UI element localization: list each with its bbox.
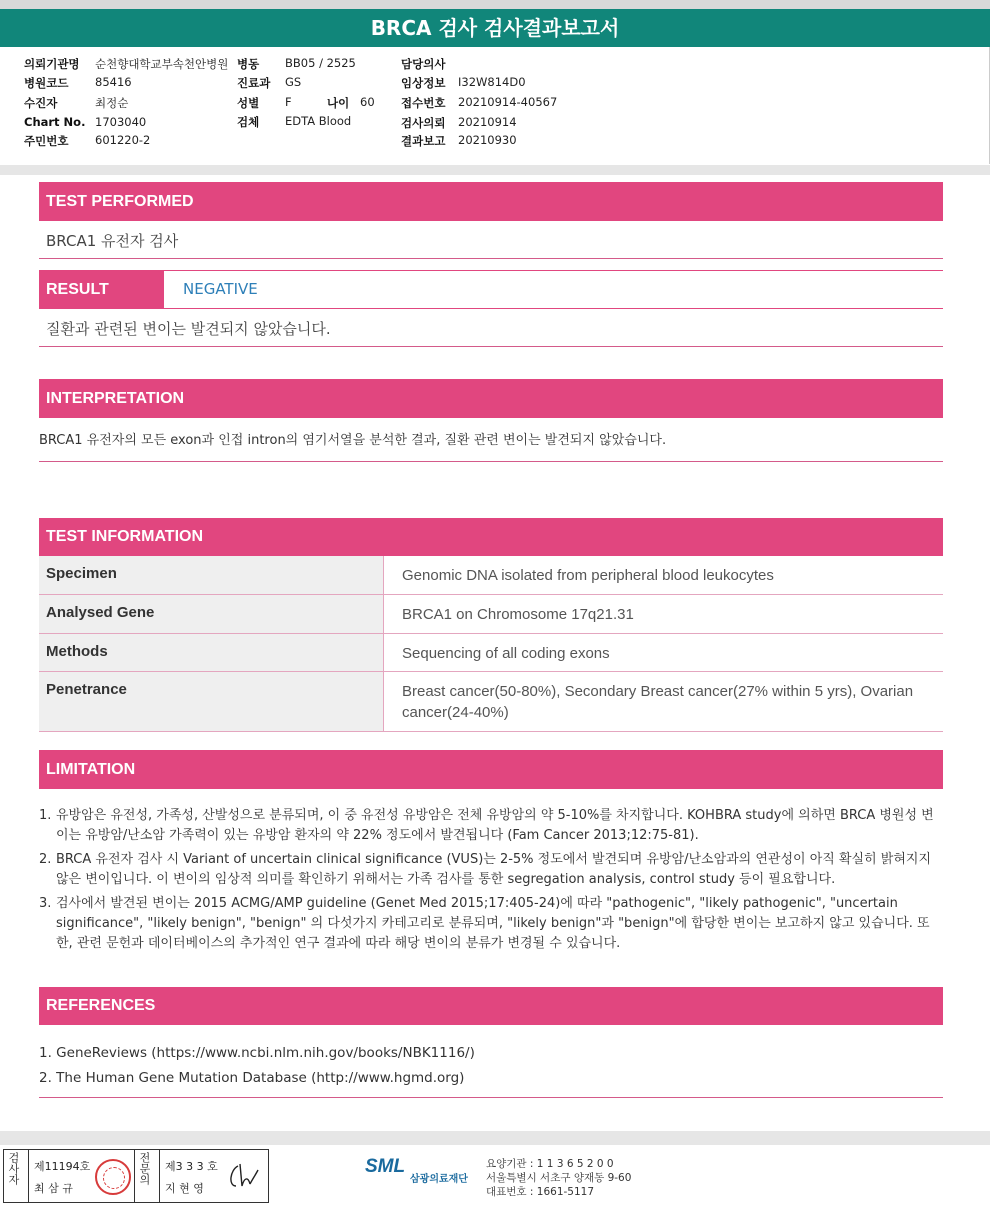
list-item (39, 894, 943, 954)
org-logo (365, 1156, 468, 1185)
reference-item: 1. GeneReviews (https://www.ncbi.nlm.nih.gov/books/NBK1116/) (39, 1045, 475, 1061)
department-label: 진료과 (237, 76, 271, 90)
table-row (39, 595, 943, 634)
specialist-label: 전문의 (138, 1152, 151, 1185)
accession-no-label: 접수번호 (401, 96, 446, 110)
test-info-heading: TEST INFORMATION (39, 518, 943, 556)
list-item-text: BRCA 유전자 검사 시 Variant of uncertain clinical significance (VUS)는 2-5% 정도에서 발견되며 유방암/난소암과의 연관성이 아직 확실히 밝혀지지 않은 변이입니다. 이 변이의 임상적 의미를 확인하기 위해서는 가족 검사를 통한 segregation analysis, control study 등이 필요합니다. (56, 852, 932, 887)
result-heading: RESULT (39, 270, 943, 309)
divider (39, 1097, 943, 1098)
clinical-info-label: 임상정보 (401, 76, 446, 90)
signature-icon (224, 1160, 260, 1194)
result-description: 질환과 관련된 변이는 발견되지 않았습니다. (46, 320, 331, 338)
ward-label: 병동 (237, 57, 260, 71)
divider (39, 346, 943, 347)
table-row (39, 556, 943, 595)
sex-label: 성별 (237, 96, 260, 110)
list-item-text: 유방암은 유전성, 가족성, 산발성으로 분류되며, 이 중 유전성 유방암은 전체 유방암의 약 5-10%를 차지합니다. KOHBRA study에 의하면 BRCA 병원성 변이는 유방암/난소암 가족력이 있는 유방암 환자의 약 22% 정도에서 발견됩니다 (Fam Cancer 2013;12:75-81). (56, 808, 934, 843)
top-strip (0, 0, 990, 9)
header-divider (0, 165, 990, 175)
analysed-gene-label: Analysed Gene (39, 595, 384, 633)
hospital-name-value: 순천향대학교부속천안병원 (95, 57, 229, 71)
ward-value: BB05 / 2525 (285, 56, 356, 70)
specialist-label-cell (135, 1150, 160, 1202)
references-heading: REFERENCES (39, 987, 943, 1025)
chart-no-value: 1703040 (95, 115, 147, 129)
examiner-label: 검사자 (7, 1152, 20, 1185)
department-value: GS (285, 75, 302, 89)
methods-label: Methods (39, 634, 384, 671)
org-info (486, 1157, 631, 1199)
specialist-cell (160, 1150, 269, 1202)
org-logo-text: SML (365, 1156, 406, 1177)
resident-no-label: 주민번호 (24, 134, 69, 148)
patient-name-value: 최정순 (95, 96, 129, 110)
list-item-number: 3. (39, 896, 52, 911)
report-title: BRCA 검사 검사결과보고서 (0, 9, 990, 47)
limitation-list (39, 806, 943, 958)
examiner-cell (29, 1150, 135, 1202)
org-address: 서울특별시 서초구 양재동 9-60 (486, 1172, 632, 1184)
specimen-value: Genomic DNA isolated from peripheral blood leukocytes (402, 567, 774, 584)
hospital-code-value: 85416 (95, 75, 132, 89)
list-item-number: 1. (39, 808, 52, 823)
list-item-number: 2. (39, 852, 52, 867)
request-date-label: 검사의뢰 (401, 116, 446, 130)
resident-no-value: 601220-2 (95, 133, 151, 147)
official-seal-icon (95, 1159, 131, 1195)
chart-no-label: Chart No. (24, 115, 86, 129)
reference-item: 2. The Human Gene Mutation Database (http://www.hgmd.org) (39, 1070, 465, 1086)
org-name: 삼광의료재단 (410, 1174, 468, 1185)
report-date-value: 20210930 (458, 133, 517, 147)
specimen-type-value: EDTA Blood (285, 114, 352, 128)
age-label: 나이 (327, 96, 350, 110)
table-row (39, 634, 943, 672)
footer-divider (0, 1131, 990, 1145)
request-date-value: 20210914 (458, 115, 517, 129)
org-code: 요양기관 : 1 1 3 6 5 2 0 0 (486, 1158, 614, 1170)
list-item-text: 검사에서 발견된 변이는 2015 ACMG/AMP guideline (Genet Med 2015;17:405-24)에 따라 "pathogenic", "likely pathogenic", "uncertain significance", "likely benign", "benign" 의 다섯가지 카테고리로 분류되며, "likely benign"과 "benign"에 합당한 변이는 보고하지 않고 있습니다. 또한, 관련 문헌과 데이터베이스의 추가적인 연구 결과에 따라 해당 변이의 분류가 변경될 수 있습니다. (56, 896, 930, 951)
clinical-info-value: I32W814D0 (458, 75, 526, 89)
specialist-name: 지 현 영 (165, 1182, 204, 1195)
sex-value: F (285, 95, 292, 109)
penetrance-label: Penetrance (39, 672, 384, 731)
penetrance-value: Breast cancer(50-80%), Secondary Breast cancer(27% within 5 yrs), Ovarian cancer(24-40%) (402, 683, 914, 721)
age-value: 60 (360, 95, 375, 109)
hospital-name-label: 의뢰기관명 (24, 57, 80, 71)
test-performed-heading: TEST PERFORMED (39, 182, 943, 221)
patient-info-header (0, 47, 990, 164)
result-value: NEGATIVE (164, 271, 943, 308)
report-date-label: 결과보고 (401, 134, 446, 148)
specialist-license: 제3 3 3 호 (165, 1160, 218, 1173)
divider (39, 461, 943, 462)
doctor-label: 담당의사 (401, 57, 446, 71)
patient-name-label: 수진자 (24, 96, 58, 110)
references-list (39, 1041, 475, 1091)
interpretation-text: BRCA1 유전자의 모든 exon과 인접 intron의 염기서열을 분석한 결과, 질환 관련 변이는 발견되지 않았습니다. (39, 433, 667, 448)
examiner-label-cell (4, 1150, 29, 1202)
org-phone: 대표번호 : 1661-5117 (486, 1186, 595, 1198)
methods-value: Sequencing of all coding exons (402, 645, 610, 662)
examiner-name: 최 삼 규 (34, 1182, 73, 1195)
table-row (39, 672, 943, 732)
divider (39, 258, 943, 259)
examiner-license: 제11194호 (34, 1160, 91, 1173)
list-item (39, 850, 943, 890)
analysed-gene-value: BRCA1 on Chromosome 17q21.31 (402, 606, 634, 623)
specimen-type-label: 검체 (237, 115, 260, 129)
specimen-label: Specimen (39, 556, 384, 594)
interpretation-heading: INTERPRETATION (39, 379, 943, 418)
list-item (39, 806, 943, 846)
accession-no-value: 20210914-40567 (458, 95, 558, 109)
hospital-code-label: 병원코드 (24, 76, 69, 90)
test-performed-value: BRCA1 유전자 검사 (46, 232, 179, 250)
limitation-heading: LIMITATION (39, 750, 943, 789)
signature-stamp-box (3, 1149, 269, 1203)
